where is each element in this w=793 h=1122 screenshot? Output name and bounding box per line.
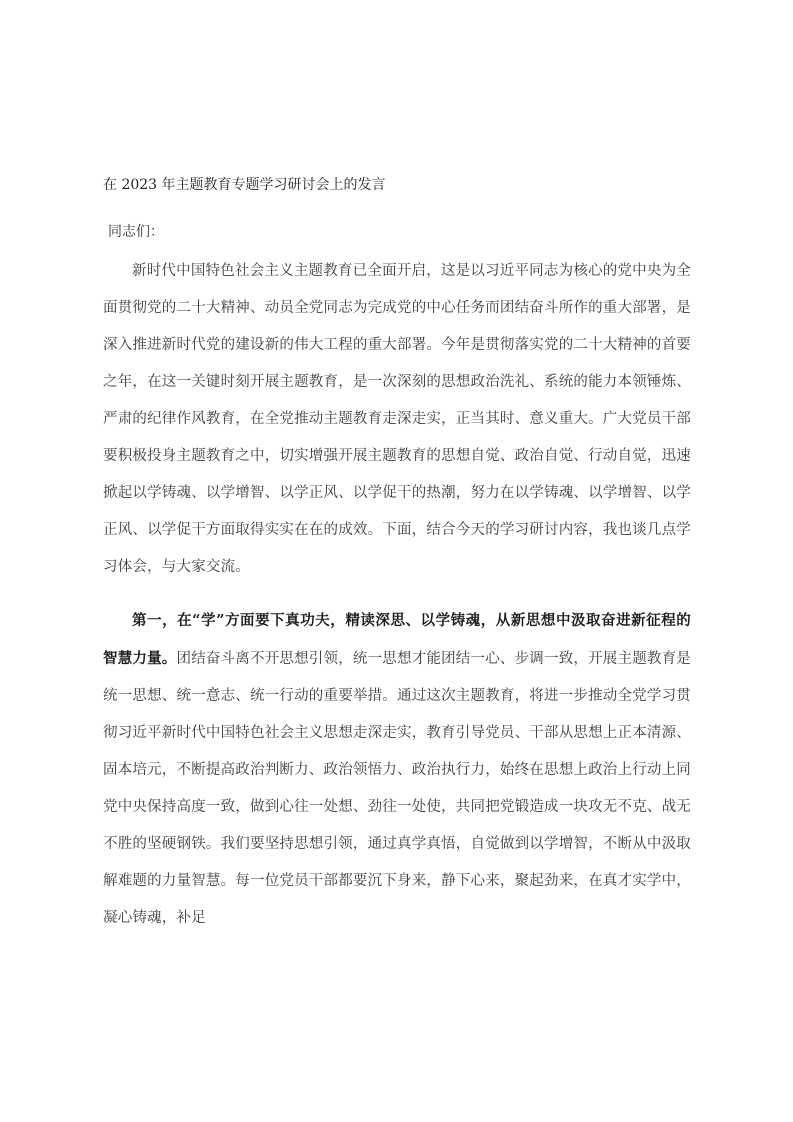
paragraph-first-point-text: 团结奋斗离不开思想引领，统一思想才能团结一心、步调一致，开展主题教育是统一思想、统一意志、统一行动的重要举措。通过这次主题教育，将进一步推动全党学习贯彻习近平新时代中国特色社会主义思想走深走实，教育引导党员、干部从思想上正本清源、固本培元，不断提高政治判断力、政治领悟力、政治执行力，始终在思想上政治上行动上同党中央保持高度一致，做到心往一处想、劲往一处使，共同把党锻造成一块攻无不克、战无不胜的坚硬钢铁。我们要坚持思想引领，通过真学真悟，自觉做到以学增智，不断从中汲取解难题的力量智慧。每一位党员干部都要沉下身来，静下心来，聚起劲来，在真才实学中，凝心铸魂，补足: [103, 651, 691, 926]
salutation: 同志们：: [108, 224, 164, 240]
paragraph-first-point: [103, 602, 691, 937]
paragraph-lead-heading: 第一，在“学”方面要下真功夫，精读深思、以学铸魂，从新思想中汲取奋进新征程的智慧力量。: [103, 612, 691, 667]
paragraph-intro: [103, 253, 691, 586]
paragraph-intro-text: 新时代中国特色社会主义主题教育已全面开启，这是以习近平同志为核心的党中央为全面贯彻党的二十大精神、动员全党同志为完成党的中心任务而团结奋斗所作的重大部署，是深入推进新时代党的建设新的伟大工程的重大部署。今年是贯彻落实党的二十大精神的首要之年，在这一关键时刻开展主题教育，是一次深刻的思想政治洗礼、系统的能力本领锤炼、严肃的纪律作风教育，在全党推动主题教育走深走实，正当其时、意义重大。广大党员干部要积极投身主题教育之中，切实增强开展主题教育的思想自觉、政治自觉、行动自觉，迅速掀起以学铸魂、以学增智、以学正风、以学促干的热潮，努力在以学铸魂、以学增智、以学正风、以学促干方面取得实实在在的成效。下面，结合今天的学习研讨内容，我也谈几点学习体会，与大家交流。: [103, 263, 691, 575]
document-title: 在 2023 年主题教育专题学习研讨会上的发言: [103, 177, 386, 193]
document-page: [103, 174, 691, 937]
